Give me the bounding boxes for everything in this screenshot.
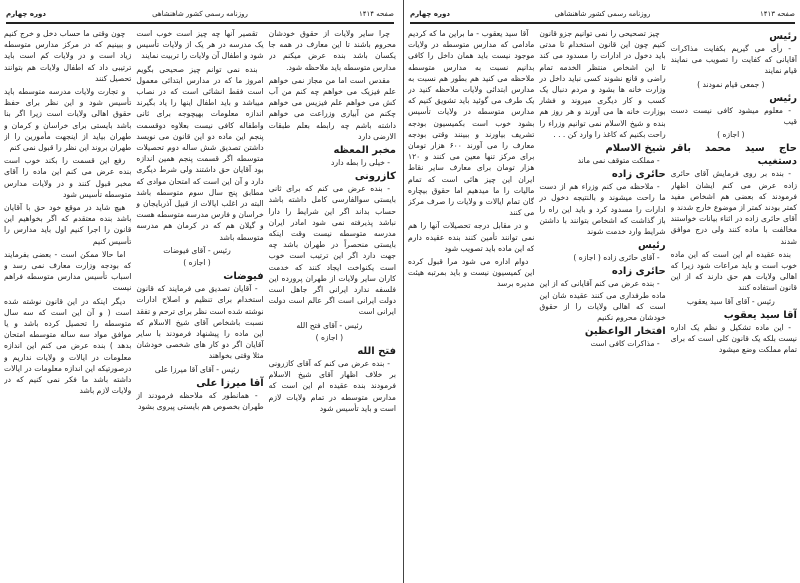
paragraph: تقصیر آنها چه چیز است خوب است یک مدرسه در هر یک از ولایات تأسیس شود و اطفال آن ولایات را تربیت نمایند xyxy=(136,29,264,61)
paragraph: - همانطور که ملاحظه فرمودند از طهران بخصوص هم بایستی پیروی بشود xyxy=(136,390,264,412)
newspaper-title: روزنامه رسمی کشور شاهنشاهی xyxy=(152,10,248,18)
paragraph: - مذاکرات کافی است xyxy=(590,339,660,349)
right-page xyxy=(403,0,800,583)
text-column xyxy=(671,28,797,581)
paragraph: بنده عقیده ام این است که این ماده خوب است و باید مراعات شود زیرا که اهالی ولایات هم حق دارند که از این قانون استفاده کنند xyxy=(670,249,797,293)
paragraph: هیچ شاید در موقع خود حق با آقایان باشد بنده معتقدم که اگر بخواهیم این قانون را اجرا کنیم اول باید مدارس را تأسیس کنیم xyxy=(4,203,132,246)
speaker-heading: فتح الله xyxy=(357,346,396,358)
edition-label: دوره چهارم xyxy=(410,10,450,18)
paragraph: مقدس است اما من مجاز نمی خواهم علم فیزیک می خواهم چه کنم من آب کش می خواهم علم فیزیس می خواهم چکنم من آبیاری وزراعت می خواهم داشته باشم چه رابطه بعلم طبقات الارضی دارد xyxy=(268,75,396,141)
speaker-heading: آقا میرزا علی xyxy=(196,377,264,389)
page-header xyxy=(410,6,795,22)
paragraph: - این ماده تشکیل و نظم یک اداره نیست بلکه یک قانون کلی است که برای تمام مملکت وضع میشود xyxy=(670,322,797,355)
columns xyxy=(408,28,797,581)
text-column xyxy=(4,28,131,581)
paragraph: - آقای حائری زاده ( اجازه ) xyxy=(573,253,660,263)
paragraph: - آقایان تصدیق می فرمایند که قانون استخدام برای تنظیم و اصلاح ادارات نوشته شده است نظر برای ترحم و تفقد نسبت باشخاص آقای شیخ الاسلام که این ماده را پیشنهاد فرمودند با سایر آقایان اگر دو کار های شخصی خودشان مثلا وقتی بخواهند xyxy=(136,284,264,361)
paragraph: آقا سید یعقوب - ما براین ما که کردیم مادامی که مدارس متوسطه در ولایات موجود نیست باید همان داخل را کافی بدانیم نسبت به مدارس متوسطه ملاحظه می کنید هم بطور هم نسبت به مدارس ابتدائی ولایات ملاحظه کنید در یک طرف می گوئید باید تشویق کنیم که مدارس متوسطه در ولایات تأسیس بشود خوب است بکمیسیون بودجه تشریف بیاورند و ببینند وقتی بودجه معارف را می آورند ۶۰۰ هزار تومان برای مرکز تنها معین می کنند و ۱۲۰ هزار تومان برای معارف سایر نقاط ایران این چیز هائی است که تمام مالیات را ما میدهیم اما حقوق بیچاره گان تمام ایالات و ولایات را صرف مرکز می کنند xyxy=(408,29,535,218)
centered-note: ( جمعی قیام نمودند ) xyxy=(697,79,765,89)
paragraph: چیز تصحیحی را نمی توانیم جزو قانون کنیم چون این قانون استخدام تا مدتی باید دخول در ادارات را مسدود می کند تا این اشخاص منتظر الخدمه تمام راضی و قانع نشوند کسی نباید داخل در وزارت خانه ها بشود و مردم دنبال یک کسب و کار دیگری میروند و فشار بوزارت خانه ها می آورند و هر روز هم بنده و شیخ الاسلام نمی توانیم وزراء را راحت بکنیم که کاغذ را وارد کن . . . xyxy=(539,29,666,139)
page-number: صفحه ۱۴۱۴ xyxy=(358,10,394,18)
paragraph: دیگر اینکه در این قانون نوشته شده است ( و آن این است که سه سال متوسطه را تحصیل کرده باشد و یا موافق مواد سه ساله متوسطه امتحان بدهد ) بنده عرض می کنم این اندازه معلومات در ایالات و ولایات نداریم و درصورتیکه این اندازه معلومات در ایالات داشته باشد ما فکر نمی کنیم که در ولایات لازم باشد xyxy=(4,296,132,396)
header-rule xyxy=(410,22,795,24)
centered-note: ( اجازه ) xyxy=(717,130,745,140)
centered-note: ( اجازه ) xyxy=(315,332,344,342)
paragraph: دوام اداره می شود مرا قبول کرده این کمیسیون نیست و باید بمرتبه هیئت مدیره برسد xyxy=(408,257,535,289)
paragraph: - مملکت متوقف نمی ماند xyxy=(577,156,660,166)
paragraph: بنده نمی توانم چیز صحیحی بگویم امروز ما که در مدارس ابتدائی معمول است فقط انشائی است که در نصاب میباشد و باید اطفال اینها را یاد بگیرند اندازه معلومات بهیچوجه برای ثانی واطفاله کافی نیست بعلاوه دوقسمت پنجم این ماده دو این قانون می نویسد داشتن تصدیق شش ساله دوم تحصیلات متوسطه اگر قسمت پنجم همین اندازه بود آقایان حق داشتند ولی شرط دیگری دارد و آن این است که امتحان موادی که مطابق پنج سال سوم متوسطه باشد البته در اغلب ایالات از قبیل آذربایجان و خراسان و فارس مدرسه متوسطه هست و گیلان هم که در کرمان هم مدرسه متوسطه باشد xyxy=(136,64,264,242)
speaker-heading: حاج سید محمد باقر دستغیب xyxy=(670,143,797,168)
speaker-heading: حائری زاده xyxy=(611,266,666,278)
paragraph: و در مقابل درجه تحصیلات آنها را هم نمی توانند تأمین کنند بنده عقیده دارم که این ماده باید تصویب شود xyxy=(408,221,535,253)
paragraph: - خیلی را بطه دارد xyxy=(331,158,390,168)
paragraph: - معلوم میشود کافی نیست دست قیب xyxy=(670,105,797,127)
paragraph: - رأی می گیریم بکفایت مذاکرات آقایانی که کفایت را تصویب می نمایند قیام نمایند xyxy=(670,44,797,76)
paragraph: چرا سایر ولایات از حقوق خودشان محروم باشند تا این معارف در همه جا یکسان باشد بنده عرض میکنم در مدارس متوسطه باید ملاحظه شود. xyxy=(268,29,396,72)
text-column xyxy=(408,28,534,581)
centered-note: رئیس - آقای آقا سید یعقوب xyxy=(686,296,775,306)
paragraph: - ملاحظه می کنم وزراء هم از دست ما راحت میشوند و بالنتیجه دخول در ادارات را مسدود کرد و باید این راه را باز گذاشت که اشخاص بتوانند با داشتن شرایط وارد خدمت شوند xyxy=(539,182,666,237)
centered-note: رئیس - آقای فتح الله xyxy=(296,320,363,330)
paragraph: - بنده عرض می کنم که آقای کازرونی بر خلاف اظهار آقای شیخ الاسلام فرمودند بنده عقیده ام این است که مدارس متوسطه در تمام ولایات لازم است و باید تأسیس شود xyxy=(268,359,396,413)
speaker-heading: رئیس xyxy=(637,240,666,252)
paragraph: - بنده عرض می کنم که برای ثانی بایستی سوالفارسی کامل داشته باشد حساب بداند اگر این شرایط را دارا نباشد پذیرفته نمی شود امادر ایران مدرسه متوسطه نیست وقت اینکه بایستی منحصراً در طهران باشد چه جهت دارد اگر این ترتیب است خوب است یکنواخت ایجاد کنند که خدمت کاران سایر ولایات از طهران پرورده این فلسفه ندارد ایرانی اگر جاهل است دولت ایرانی است اگر عالم است دولت ایرانی است xyxy=(268,184,396,317)
columns xyxy=(4,28,396,581)
paragraph: و تجارت ولایات مدرسه متوسطه باید تأسیس شود و این نظر برای حفظ حقوق اهالی ولایات است زیرا اگر بنا باشد بایستی برای خراسان و کرمان و طهران بیاید از اینجهت مأمورین را از طهران بروند این نظر را قبول نمی کنم xyxy=(4,87,132,153)
speaker-heading: شیخ الاسلام xyxy=(605,143,666,155)
paragraph: اما حالا ممکن است - بعضی بفرمایند که بودجه وزارت معارف نمی رسد و اسباب تأسیس مدارس متوسطه فراهم نیست xyxy=(4,249,132,293)
header-rule xyxy=(6,22,394,24)
paragraph: چون وقتی ما حساب دخل و خرج کنیم و ببینیم که در مرکز مدارس متوسطه زیاد است و در ولایات کم است باید ترتیبی داد که اطفال ولایات هم بتوانند تحصیل کنند xyxy=(4,29,132,83)
speaker-heading: فیوضات xyxy=(223,271,264,283)
centered-note: ( اجازه ) xyxy=(183,258,211,268)
speaker-heading: رئیس xyxy=(769,31,797,42)
page-number: صفحه ۱۴۱۳ xyxy=(759,10,795,18)
paragraph: - بنده عرض می کنم آقایانی که از این ماده طرفداری می کنند عقیده شان این است که اهالی ولایات را از حقوق خودشان محروم نکنیم xyxy=(539,279,666,323)
speaker-heading: حائری زاده xyxy=(611,169,666,181)
text-column xyxy=(269,28,396,581)
page-header xyxy=(6,6,394,22)
centered-note: رئیس - آقای آقا میرزا علی xyxy=(154,364,240,374)
paragraph: رفع این قسمت را بکند خوب است بنده عرض می کنم این ماده را آقای مخبر قبول کنند و در ولایات مدارس متوسطه تأسیس شود xyxy=(4,156,132,199)
centered-note: رئیس - آقای فیوضات xyxy=(163,245,231,255)
speaker-heading: رئیس xyxy=(769,92,797,104)
edition-label: دوره چهارم xyxy=(6,10,46,18)
text-column xyxy=(539,28,665,581)
speaker-heading: کازرونی xyxy=(354,171,396,183)
speaker-heading: مخبر المعظه xyxy=(333,145,396,157)
speaker-heading: آقا سید یعقوب xyxy=(723,309,797,321)
paragraph: - بنده بر روی فرمایش آقای حائری زاده عرض می کنم ایشان اظهار فرمودند که بعضی هم اشخاص مفید کمتر بودند کمتر از موضوع خارج شدند و آقای حائری زاده در اثناء بیانات خواستند مخالفت با ماده کنند ولی درج موافق شدند xyxy=(670,169,797,246)
text-column xyxy=(136,28,263,581)
speaker-heading: افتخار الواعظین xyxy=(584,326,666,338)
newspaper-title: روزنامه رسمی کشور شاهنشاهی xyxy=(554,10,651,18)
